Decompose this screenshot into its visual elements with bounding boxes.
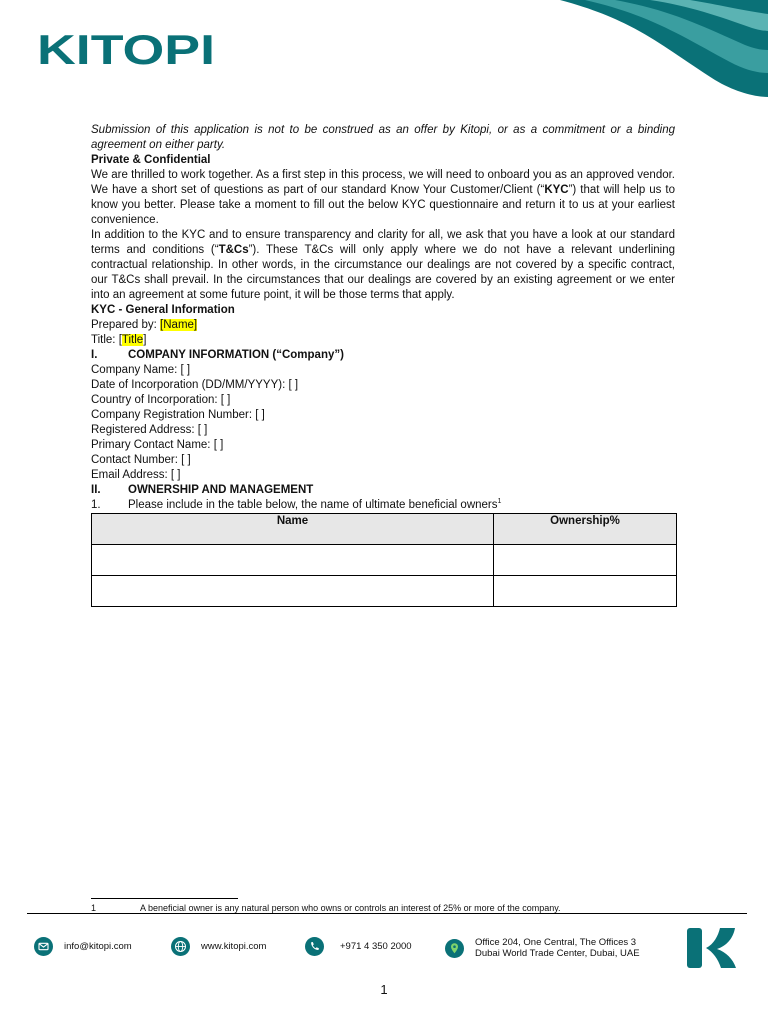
kyc-heading: KYC - General Information <box>91 304 235 316</box>
footnote-separator <box>91 898 238 899</box>
name-column-header: Name <box>92 514 494 545</box>
registration-number-field[interactable]: Company Registration Number: [ ] <box>91 409 265 421</box>
phone-icon <box>305 937 324 956</box>
email-address-field[interactable]: Email Address: [ ] <box>91 469 181 481</box>
footer-website[interactable]: www.kitopi.com <box>171 937 266 956</box>
company-info-fields <box>91 363 675 483</box>
document-body <box>91 123 675 607</box>
page-number: 1 <box>380 982 388 997</box>
incorporation-country-field[interactable]: Country of Incorporation: [ ] <box>91 394 231 406</box>
footer-divider <box>27 913 747 914</box>
table-row <box>92 545 677 576</box>
private-heading: Private & Confidential <box>91 154 211 166</box>
section-1-heading: I. COMPANY INFORMATION (“Company”) <box>91 349 344 361</box>
kitopi-k-mark-icon <box>687 928 736 968</box>
email-icon <box>34 937 53 956</box>
section-2-heading: II. OWNERSHIP AND MANAGEMENT <box>91 484 314 496</box>
prepared-by-field[interactable]: Prepared by: [Name] <box>91 319 198 331</box>
incorporation-date-field[interactable]: Date of Incorporation (DD/MM/YYYY): [ ] <box>91 379 299 391</box>
title-placeholder: Title <box>121 334 144 346</box>
intro-paragraph-1: We are thrilled to work together. As a first step in this process, we will need to onboard you as an approved vendor. We have a short set of questions as part of our standard Know Your Customer/Client (“KYC”) that will help us to know you better. Please take a moment to fill out the below KYC questionnaire and return it to us at your earliest convenience. <box>91 169 676 226</box>
intro-paragraph-2: In addition to the KYC and to ensure transparency and clarity for all, we ask that you have a look at our standard terms and conditions (“T&Cs”). These T&Cs will only apply where we do not have a relevant underlining contractual relationship. In other words, in the circumstance our dealings are not covered by a specific contract, our T&Cs shall prevail. In the circumstances that our dealings are covered by an existing agreement or we enter into an agreement at some future point, it will be those terms that apply. <box>91 229 676 301</box>
table-header-row <box>92 514 677 545</box>
title-field[interactable]: Title: [Title] <box>91 334 147 346</box>
ownership-instruction: 1. Please include in the table below, the name of ultimate beneficial owners$^1$ <box>91 498 502 511</box>
footer-address: Office 204, One Central, The Offices 3 Dubai World Trade Center, Dubai, UAE <box>445 937 640 959</box>
location-pin-icon <box>445 939 464 958</box>
footer-email[interactable]: info@kitopi.com <box>34 937 132 956</box>
company-name-field[interactable]: Company Name: [ ] <box>91 364 191 376</box>
ownership-cell[interactable] <box>494 576 677 607</box>
registered-address-field[interactable]: Registered Address: [ ] <box>91 424 208 436</box>
footer-phone[interactable]: +971 4 350 2000 <box>305 937 412 956</box>
prepared-by-placeholder: [Name] <box>160 319 198 331</box>
header-wave-decoration <box>540 0 768 100</box>
owner-name-cell[interactable] <box>92 576 494 607</box>
ownership-cell[interactable] <box>494 545 677 576</box>
ownership-column-header: Ownership% <box>494 514 677 545</box>
contact-number-field[interactable]: Contact Number: [ ] <box>91 454 191 466</box>
owner-name-cell[interactable] <box>92 545 494 576</box>
ownership-table <box>91 513 677 607</box>
primary-contact-field[interactable]: Primary Contact Name: [ ] <box>91 439 224 451</box>
logo-wordmark: KITOPI <box>37 30 215 68</box>
table-row <box>92 576 677 607</box>
footnote: 1 A beneficial owner is any natural person who owns or controls an interest of 25% or more of the company. <box>91 903 561 913</box>
disclaimer: Submission of this application is not to be construed as an offer by Kitopi, or as a commitment or a binding agreement on either party. <box>91 124 675 151</box>
globe-icon <box>171 937 190 956</box>
kitopi-logo <box>37 30 215 68</box>
footnote-ref: 1 <box>497 498 502 506</box>
